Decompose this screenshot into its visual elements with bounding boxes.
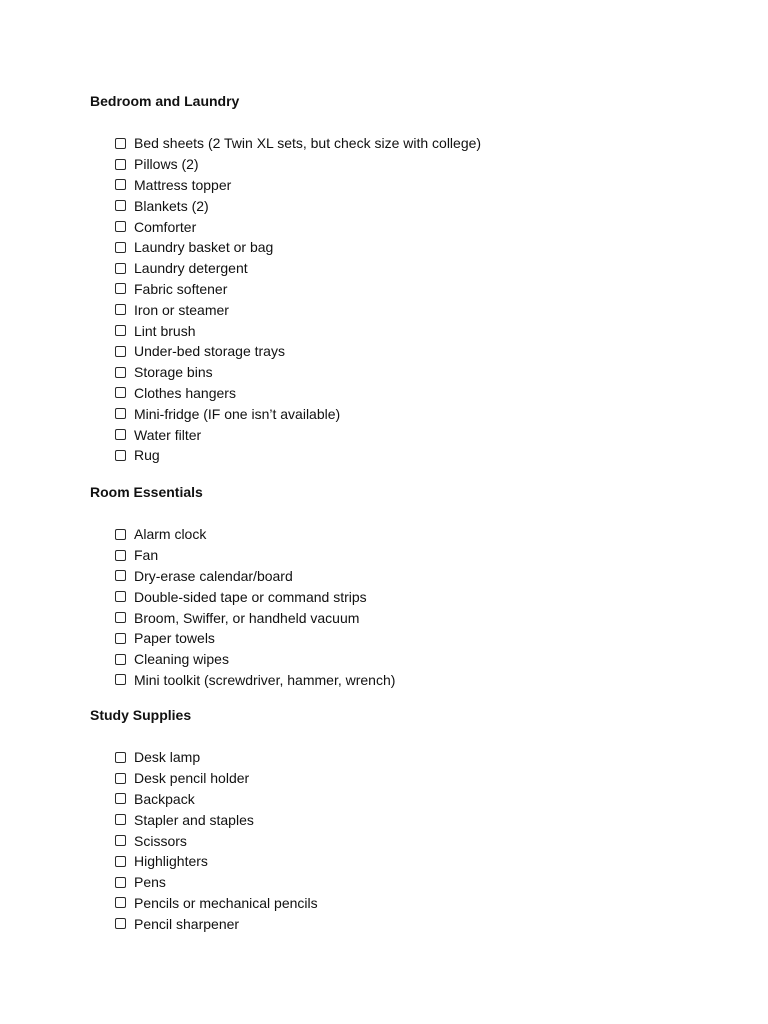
item-label: Highlighters	[134, 853, 208, 870]
checklist-item[interactable]	[115, 258, 755, 279]
checkbox[interactable]	[115, 242, 126, 253]
item-label: Iron or steamer	[134, 301, 229, 318]
checklist-item[interactable]	[115, 545, 755, 566]
section-room-essentials	[90, 484, 730, 690]
item-label: Paper towels	[134, 630, 215, 647]
checkbox[interactable]	[115, 856, 126, 867]
item-label: Clothes hangers	[134, 384, 236, 401]
checkbox[interactable]	[115, 918, 126, 929]
item-label: Desk lamp	[134, 749, 201, 766]
checklist-item[interactable]	[115, 872, 755, 893]
checklist-item[interactable]	[115, 913, 755, 934]
item-label: Pens	[134, 874, 166, 891]
checkbox[interactable]	[115, 263, 126, 274]
item-label: Mini-fridge (IF one isn’t available)	[134, 405, 341, 422]
item-label: Double-sided tape or command strips	[134, 588, 367, 605]
item-label: Mini toolkit (screwdriver, hammer, wrench)	[134, 671, 396, 688]
checkbox[interactable]	[115, 325, 126, 336]
checklist-item[interactable]	[115, 424, 755, 445]
checklist-item[interactable]	[115, 789, 755, 810]
item-label: Pencil sharpener	[134, 915, 240, 932]
checklist-item[interactable]	[115, 809, 755, 830]
checklist-item[interactable]	[115, 133, 755, 154]
checklist-item[interactable]	[115, 607, 755, 628]
checklist-item[interactable]	[115, 341, 755, 362]
checklist-item[interactable]	[115, 403, 755, 424]
checkbox[interactable]	[115, 550, 126, 561]
checkbox[interactable]	[115, 654, 126, 665]
checklist-item[interactable]	[115, 893, 755, 914]
checkbox[interactable]	[115, 570, 126, 581]
checklist	[115, 133, 755, 466]
checkbox[interactable]	[115, 674, 126, 685]
item-label: Storage bins	[134, 364, 213, 381]
checkbox[interactable]	[115, 179, 126, 190]
checklist-item[interactable]	[115, 154, 755, 175]
checkbox[interactable]	[115, 221, 126, 232]
checklist-item[interactable]	[115, 851, 755, 872]
checkbox[interactable]	[115, 835, 126, 846]
checkbox[interactable]	[115, 773, 126, 784]
item-label: Scissors	[134, 832, 187, 849]
item-label: Stapler and staples	[134, 811, 254, 828]
item-label: Water filter	[134, 426, 202, 443]
checklist-item[interactable]	[115, 524, 755, 545]
item-label: Pencils or mechanical pencils	[134, 894, 318, 911]
checklist-item[interactable]	[115, 237, 755, 258]
section-heading: Study Supplies	[90, 707, 192, 723]
checklist	[115, 524, 755, 690]
checkbox[interactable]	[115, 159, 126, 170]
checklist-item[interactable]	[115, 768, 755, 789]
checklist-item[interactable]	[115, 830, 755, 851]
checkbox[interactable]	[115, 529, 126, 540]
checklist-item[interactable]	[115, 383, 755, 404]
checkbox[interactable]	[115, 283, 126, 294]
checklist	[115, 747, 755, 934]
checkbox[interactable]	[115, 752, 126, 763]
checkbox[interactable]	[115, 408, 126, 419]
item-label: Pillows (2)	[134, 156, 199, 173]
checkbox[interactable]	[115, 304, 126, 315]
checklist-item[interactable]	[115, 747, 755, 768]
checklist-item[interactable]	[115, 299, 755, 320]
section-study-supplies	[90, 707, 730, 934]
item-label: Backpack	[134, 790, 195, 807]
checkbox[interactable]	[115, 633, 126, 644]
item-label: Cleaning wipes	[134, 651, 229, 668]
checklist-item[interactable]	[115, 175, 755, 196]
checkbox[interactable]	[115, 138, 126, 149]
section-heading: Bedroom and Laundry	[90, 93, 240, 109]
checklist-item[interactable]	[115, 362, 755, 383]
checkbox[interactable]	[115, 387, 126, 398]
checklist-item[interactable]	[115, 566, 755, 587]
item-label: Alarm clock	[134, 526, 207, 543]
checklist-item[interactable]	[115, 445, 755, 466]
item-label: Bed sheets (2 Twin XL sets, but check size with college)	[134, 135, 482, 152]
section-bedroom-and-laundry	[90, 93, 730, 466]
checkbox[interactable]	[115, 897, 126, 908]
checkbox[interactable]	[115, 450, 126, 461]
checkbox[interactable]	[115, 200, 126, 211]
item-label: Laundry basket or bag	[134, 239, 274, 256]
item-label: Comforter	[134, 218, 197, 235]
item-label: Lint brush	[134, 322, 196, 339]
item-label: Broom, Swiffer, or handheld vacuum	[134, 609, 360, 626]
checkbox[interactable]	[115, 591, 126, 602]
item-label: Fabric softener	[134, 280, 228, 297]
checklist-item[interactable]	[115, 195, 755, 216]
item-label: Laundry detergent	[134, 260, 248, 277]
checkbox[interactable]	[115, 429, 126, 440]
item-label: Fan	[134, 547, 159, 564]
item-label: Mattress topper	[134, 176, 232, 193]
checklist-item[interactable]	[115, 670, 755, 691]
checkbox[interactable]	[115, 814, 126, 825]
checklist-item[interactable]	[115, 586, 755, 607]
item-label: Dry-erase calendar/board	[134, 567, 293, 584]
section-heading: Room Essentials	[90, 484, 203, 500]
checklist-item[interactable]	[115, 628, 755, 649]
checklist-item[interactable]	[115, 279, 755, 300]
item-label: Blankets (2)	[134, 197, 209, 214]
checkbox[interactable]	[115, 793, 126, 804]
checklist-item[interactable]	[115, 216, 755, 237]
item-label: Under-bed storage trays	[134, 343, 285, 360]
checklist-item[interactable]	[115, 320, 755, 341]
checkbox[interactable]	[115, 612, 126, 623]
item-label: Desk pencil holder	[134, 770, 250, 787]
checkbox[interactable]	[115, 367, 126, 378]
checklist-item[interactable]	[115, 649, 755, 670]
item-label: Rug	[134, 447, 160, 464]
checkbox[interactable]	[115, 346, 126, 357]
checkbox[interactable]	[115, 877, 126, 888]
